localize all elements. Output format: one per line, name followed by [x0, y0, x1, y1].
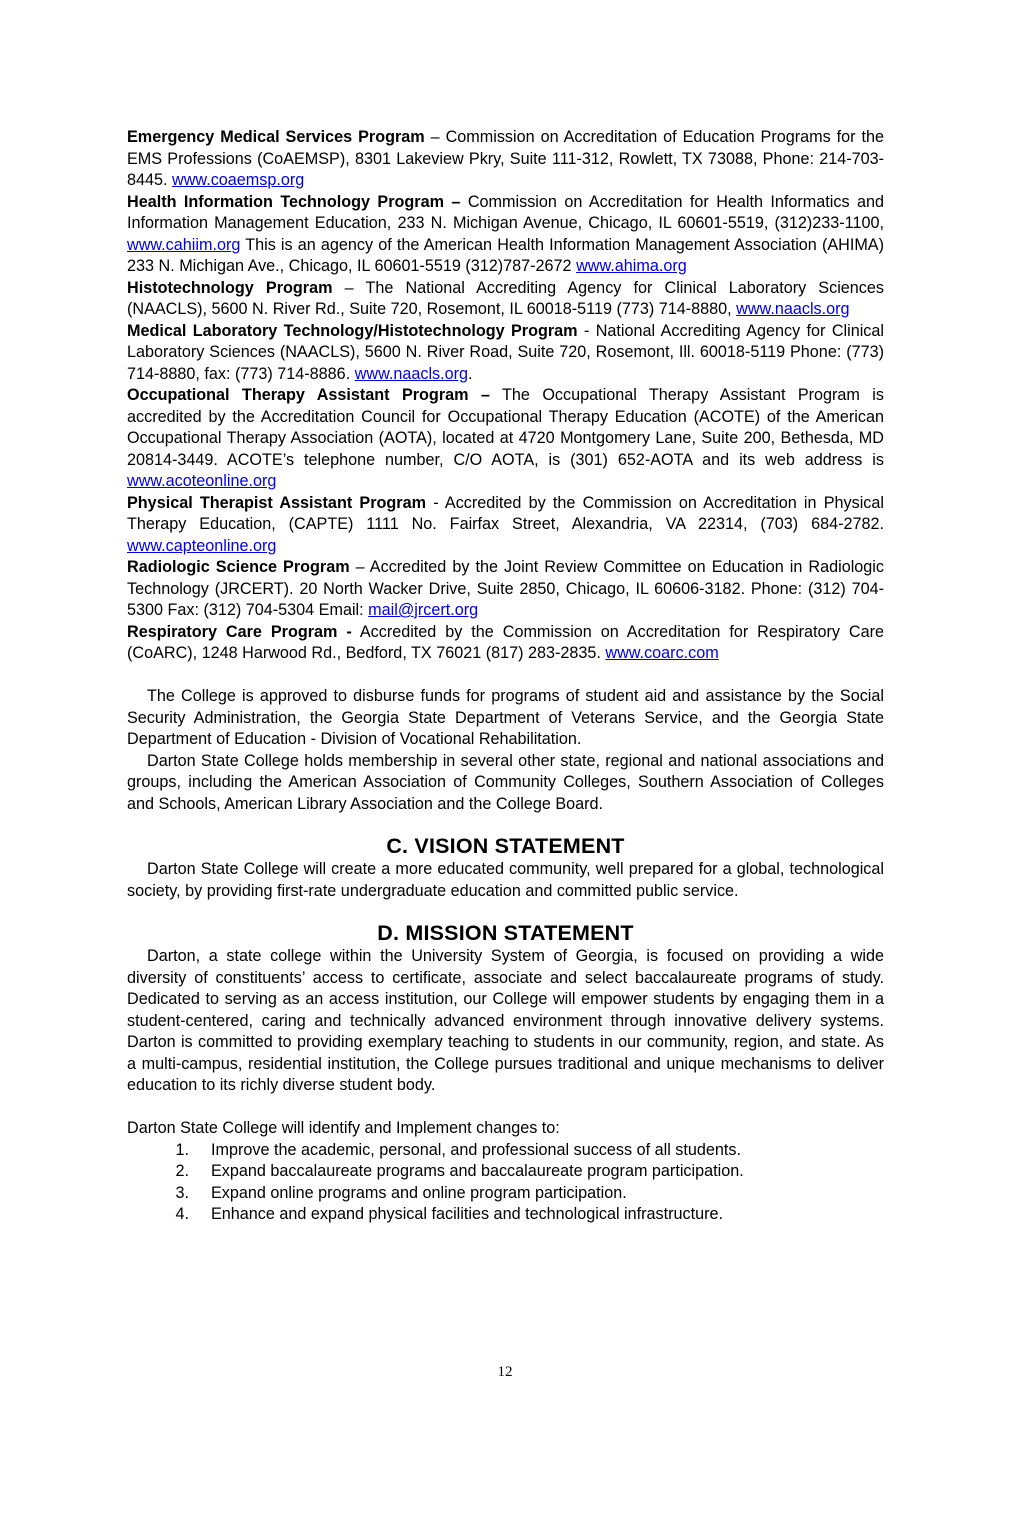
goal-number: 4.: [175, 1205, 189, 1223]
vision-paragraph: Darton State College will create a more educated community, well prepared for a global, technological society, by providing first-rate undergraduate education and committed public service.: [127, 860, 884, 900]
goal-number: 3.: [175, 1183, 189, 1202]
page-number: 12: [497, 1364, 513, 1380]
accreditor-link[interactable]: www.capteonline.org: [127, 536, 277, 555]
accreditor-link[interactable]: www.cahiim.org: [127, 235, 241, 254]
accreditation-entry: [127, 192, 884, 278]
program-name: Occupational Therapy Assistant Program –: [127, 386, 490, 404]
program-name: Physical Therapist Assistant Program: [127, 493, 426, 512]
ahima-link[interactable]: www.ahima.org: [576, 257, 687, 275]
accreditation-entry: [127, 622, 884, 665]
accreditation-text: National Accrediting Agency for Clinical Laboratory Sciences (NAACLS), 5600 N. River Road, Suite 720, Rosemont, Ill. 60018-5119 Phone: (773) 714-8880, fax: (773) 714-8886.: [127, 321, 884, 383]
goal-text: Improve the academic, personal, and professional success of all students.: [211, 1140, 741, 1159]
accreditation-text: Accredited by the Commission on Accreditation in Physical Therapy Education, (CAPTE) 1111 No. Fairfax Street, Alexandria, VA 22314, (703) 684-2782.: [127, 493, 884, 533]
spacer: [127, 902, 884, 920]
accreditor-link[interactable]: www.naacls.org: [736, 300, 850, 318]
spacer: [127, 1097, 884, 1119]
email-link[interactable]: mail@jrcert.org: [368, 601, 479, 619]
goal-number: 1.: [175, 1140, 189, 1159]
accreditation-entry: Emergency Medical Services Program – Commission on Accreditation of Education Programs for the EMS Professions (CoAEMSP), 8301 Lakeview Pkry, Suite 111-312, Rowlett, TX 73088, Phone: 214-703-8445. www.coaemsp.org: [127, 128, 884, 189]
goal-number: 2.: [175, 1162, 189, 1180]
accreditation-text: Commission on Accreditation of Education Programs for the EMS Professions (CoAEMSP), 8301 Lakeview Pkry, Suite 111-312, Rowlett, TX 73088, Phone: 214-703-8445.: [127, 128, 884, 189]
program-name: Respiratory Care Program -: [127, 622, 352, 641]
accreditation-text: Accredited by the Commission on Accreditation for Respiratory Care (CoARC), 1248 Harwood Rd., Bedford, TX 76021 (817) 283-2835.: [127, 622, 884, 662]
goal-text: Expand baccalaureate programs and baccalaureate program participation.: [211, 1162, 744, 1180]
accreditation-text: The National Accrediting Agency for Clinical Laboratory Sciences (NAACLS), 5600 N. River Rd., Suite 720, Rosemont, IL 60018-5119 (773) 714-8880,: [127, 278, 884, 318]
program-name: Health Information Technology Program –: [127, 192, 461, 211]
goal-item: [127, 1183, 884, 1205]
goal-item: [127, 1204, 884, 1226]
membership-paragraph: Darton State College holds membership in several other state, regional and national associations and groups, including the American Association of Community Colleges, Southern Association of Colleges and Schools, American Library Association and the College Board.: [127, 751, 884, 813]
goal-text: Expand online programs and online program participation.: [211, 1183, 627, 1202]
mission-heading: D. MISSION STATEMENT: [377, 921, 634, 945]
vision-heading: C. VISION STATEMENT: [386, 834, 625, 858]
student-aid-paragraph: The College is approved to disburse funds for programs of student aid and assistance by the Social Security Administration, the Georgia State Department of Veterans Service, and the Georgia State Department of Education - Division of Vocational Rehabilitation.: [127, 687, 884, 748]
accreditation-entry: Radiologic Science Program – Accredited by the Joint Review Committee on Education in Radiologic Technology (JRCERT). 20 North Wacker Drive, Suite 2850, Chicago, IL 60606-3182. Phone: (312) 704-5300 Fax: (312) 704-5304 Email: mail@jrcert.org: [127, 558, 884, 619]
accreditation-text: The Occupational Therapy Assistant Program is accredited by the Accreditation Council for Occupational Therapy Education (ACOTE) of the American Occupational Therapy Association (AOTA), located at 4720 Montgomery Lane, Suite 200, Bethesda, MD 20814-3449. ACOTE’s telephone number, C/O AOTA, is (301) 652-AOTA and its web address is: [127, 386, 884, 469]
spacer: [127, 815, 884, 833]
goals-list: [127, 1140, 884, 1226]
accreditor-link[interactable]: www.coarc.com: [605, 644, 719, 662]
accreditation-text: Commission on Accreditation for Health Informatics and Information Management Education, 233 N. Michigan Avenue, Chicago, IL 60601-5519, (312)233-1100,: [127, 192, 885, 232]
accreditor-link[interactable]: www.naacls.org: [354, 364, 469, 383]
program-name: Emergency Medical Services Program: [127, 128, 425, 146]
accreditor-link[interactable]: www.coaemsp.org: [172, 171, 305, 189]
goals-intro: Darton State College will identify and Implement changes to:: [127, 1119, 560, 1137]
accreditation-list: [127, 127, 884, 665]
accreditation-text: Accredited by the Joint Review Committee on Education in Radiologic Technology (JRCERT). 20 North Wacker Drive, Suite 2850, Chicago, IL 60606-3182. Phone: (312) 704-5300 Fax: (312) 704-5304 Email:: [127, 558, 884, 619]
program-name: Radiologic Science Program: [127, 558, 350, 576]
spacer: [127, 665, 884, 687]
accreditation-entry: Physical Therapist Assistant Program - Accredited by the Commission on Accreditation in Physical Therapy Education, (CAPTE) 1111 No. Fairfax Street, Alexandria, VA 22314, (703) 684-2782. www.capteonline.org: [127, 493, 884, 555]
document-page: [127, 127, 884, 1226]
goal-item: [127, 1140, 884, 1162]
accreditation-entry: Histotechnology Program – The National Accrediting Agency for Clinical Laboratory Sciences (NAACLS), 5600 N. River Rd., Suite 720, Rosemont, IL 60018-5119 (773) 714-8880, www.naacls.org: [127, 278, 884, 318]
accreditor-link[interactable]: www.acoteonline.org: [127, 472, 277, 490]
goal-item: [127, 1161, 884, 1183]
accreditation-text-extra: This is an agency of the American Health Information Management Association (AHIMA) 233 N. Michigan Ave., Chicago, IL 60601-5519 (312)787-2672: [127, 235, 884, 275]
program-name: Histotechnology Program: [127, 278, 333, 297]
accreditation-entry: [127, 385, 884, 493]
mission-paragraph: Darton, a state college within the University System of Georgia, is focused on providing a wide diversity of constituents’ access to certificate, associate and select baccalaureate programs of study. Dedicated to serving as an access institution, our College will empower students by engaging them in a student-centered, caring and technically advanced environment through innovative delivery systems. Darton is committed to providing exemplary teaching to students in our community, region, and state. As a multi-campus, residential institution, the College pursues traditional and unique mechanisms to deliver education to its richly diverse student body.: [127, 947, 884, 1094]
program-name: Medical Laboratory Technology/Histotechnology Program: [127, 321, 578, 340]
goal-text: Enhance and expand physical facilities and technological infrastructure.: [211, 1205, 724, 1223]
accreditation-entry: Medical Laboratory Technology/Histotechnology Program - National Accrediting Agency for Clinical Laboratory Sciences (NAACLS), 5600 N. River Road, Suite 720, Rosemont, Ill. 60018-5119 Phone: (773) 714-8880, fax: (773) 714-8886. www.naacls.org.: [127, 321, 884, 383]
